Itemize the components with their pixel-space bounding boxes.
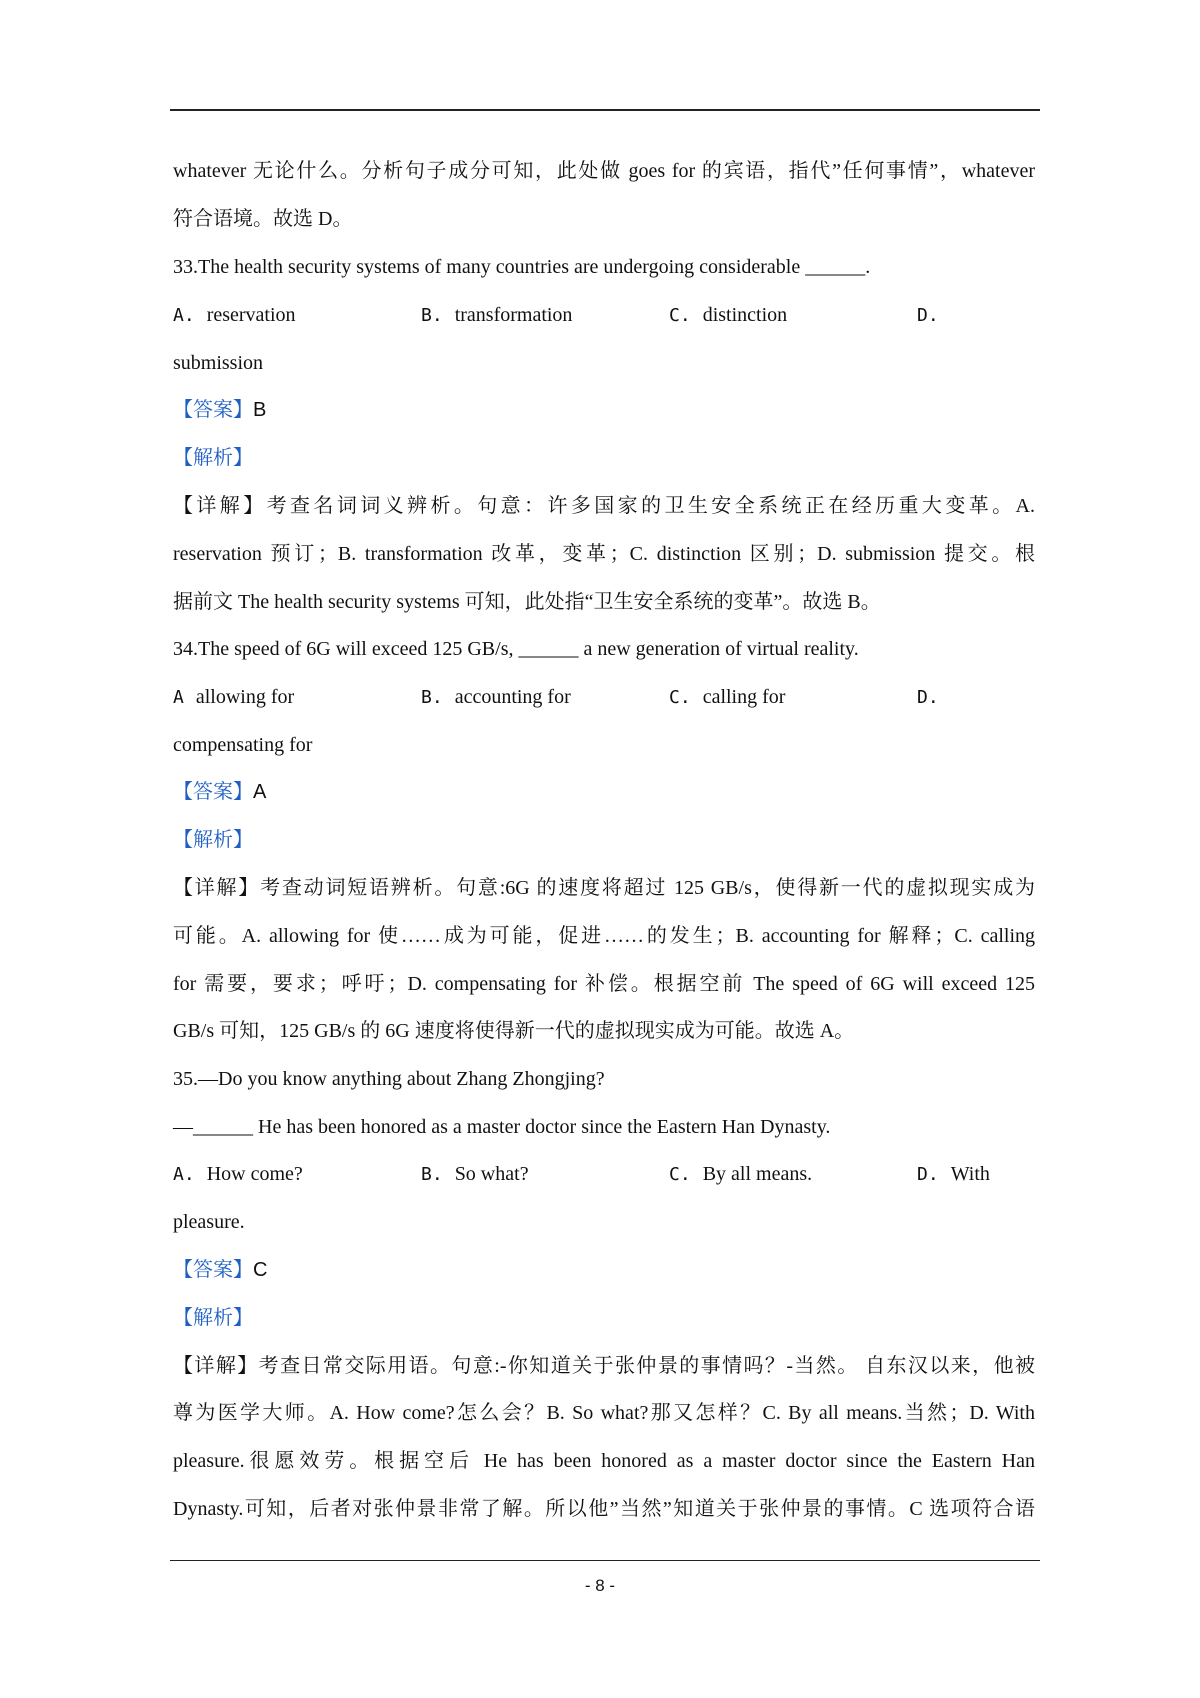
q34-explanation-line: 可能。A. allowing for 使……成为可能，促进……的发生；B. accounting for 解释；C. calling	[173, 925, 1035, 947]
q33-answer: 【答案】B	[173, 399, 267, 421]
question-34-stem: 34.The speed of 6G will exceed 125 GB/s, ______ a new generation of virtual reality.	[173, 638, 859, 660]
question-35-stem: —______ He has been honored as a master doctor since the Eastern Han Dynasty.	[173, 1116, 831, 1138]
q33-explanation-line: 据前文 The health security systems 可知，此处指“卫生安全系统的变革”。故选 B。	[173, 591, 881, 613]
q33-option-d: D.	[917, 305, 939, 326]
q33-analysis-label: 【解析】	[173, 447, 253, 469]
q33-option-d-text: submission	[173, 352, 264, 374]
q33-option-c: C. distinction	[669, 304, 788, 326]
q35-answer: 【答案】C	[173, 1259, 268, 1281]
q34-option-a: A allowing for	[173, 686, 295, 708]
q35-option-d: D. With	[917, 1163, 990, 1185]
q33-option-a: A. reservation	[173, 304, 296, 326]
q34-option-d: D.	[917, 687, 939, 708]
q35-explanation-line: 尊为医学大师。A. How come?怎么会？B. So what?那又怎样？C. By all means.当然；D. With	[173, 1402, 1035, 1424]
q35-explanation-line: Dynasty.可知，后者对张仲景非常了解。所以他”当然”知道关于张仲景的事情。C 选项符合语	[173, 1498, 1035, 1520]
footer-rule	[170, 1560, 1040, 1561]
text-line: whatever 无论什么。分析句子成分可知，此处做 goes for 的宾语，指代”任何事情”，whatever	[173, 160, 1035, 182]
q34-analysis-label: 【解析】	[173, 829, 253, 851]
q33-option-b: B. transformation	[421, 304, 573, 326]
q35-option-b: B. So what?	[421, 1163, 529, 1185]
q34-option-c: C. calling for	[669, 686, 786, 708]
question-33-stem: 33.The health security systems of many countries are undergoing considerable ______.	[173, 256, 871, 278]
q35-option-c: C. By all means.	[669, 1163, 813, 1185]
q35-option-d-text: pleasure.	[173, 1211, 245, 1233]
q34-explanation-line: GB/s 可知，125 GB/s 的 6G 速度将使得新一代的虚拟现实成为可能。故选 A。	[173, 1020, 855, 1042]
header-rule	[170, 109, 1040, 111]
q33-explanation-line: 【详解】考查名词词义辨析。句意：许多国家的卫生安全系统正在经历重大变革。A.	[173, 495, 1035, 517]
q35-analysis-label: 【解析】	[173, 1307, 253, 1329]
q35-option-a: A. How come?	[173, 1163, 303, 1185]
q34-explanation-line: 【详解】考查动词短语辨析。句意:6G 的速度将超过 125 GB/s，使得新一代的虚拟现实成为	[173, 877, 1035, 899]
question-35-stem: 35.—Do you know anything about Zhang Zhongjing?	[173, 1068, 605, 1090]
q35-explanation-line: pleasure.很愿效劳。根据空后 He has been honored as a master doctor since the Eastern Han	[173, 1450, 1035, 1472]
q34-answer: 【答案】A	[173, 781, 267, 803]
q34-option-b: B. accounting for	[421, 686, 571, 708]
q33-explanation-line: reservation 预订；B. transformation 改革，变革；C. distinction 区别；D. submission 提交。根	[173, 543, 1035, 565]
q34-explanation-line: for 需要，要求；呼吁；D. compensating for 补偿。根据空前 The speed of 6G will exceed 125	[173, 973, 1035, 995]
q35-explanation-line: 【详解】考查日常交际用语。句意:-你知道关于张仲景的事情吗？-当然。 自东汉以来，他被	[173, 1355, 1035, 1377]
text-line: 符合语境。故选 D。	[173, 208, 353, 230]
page-number: - 8 -	[584, 1576, 616, 1595]
q34-option-d-text: compensating for	[173, 734, 313, 756]
